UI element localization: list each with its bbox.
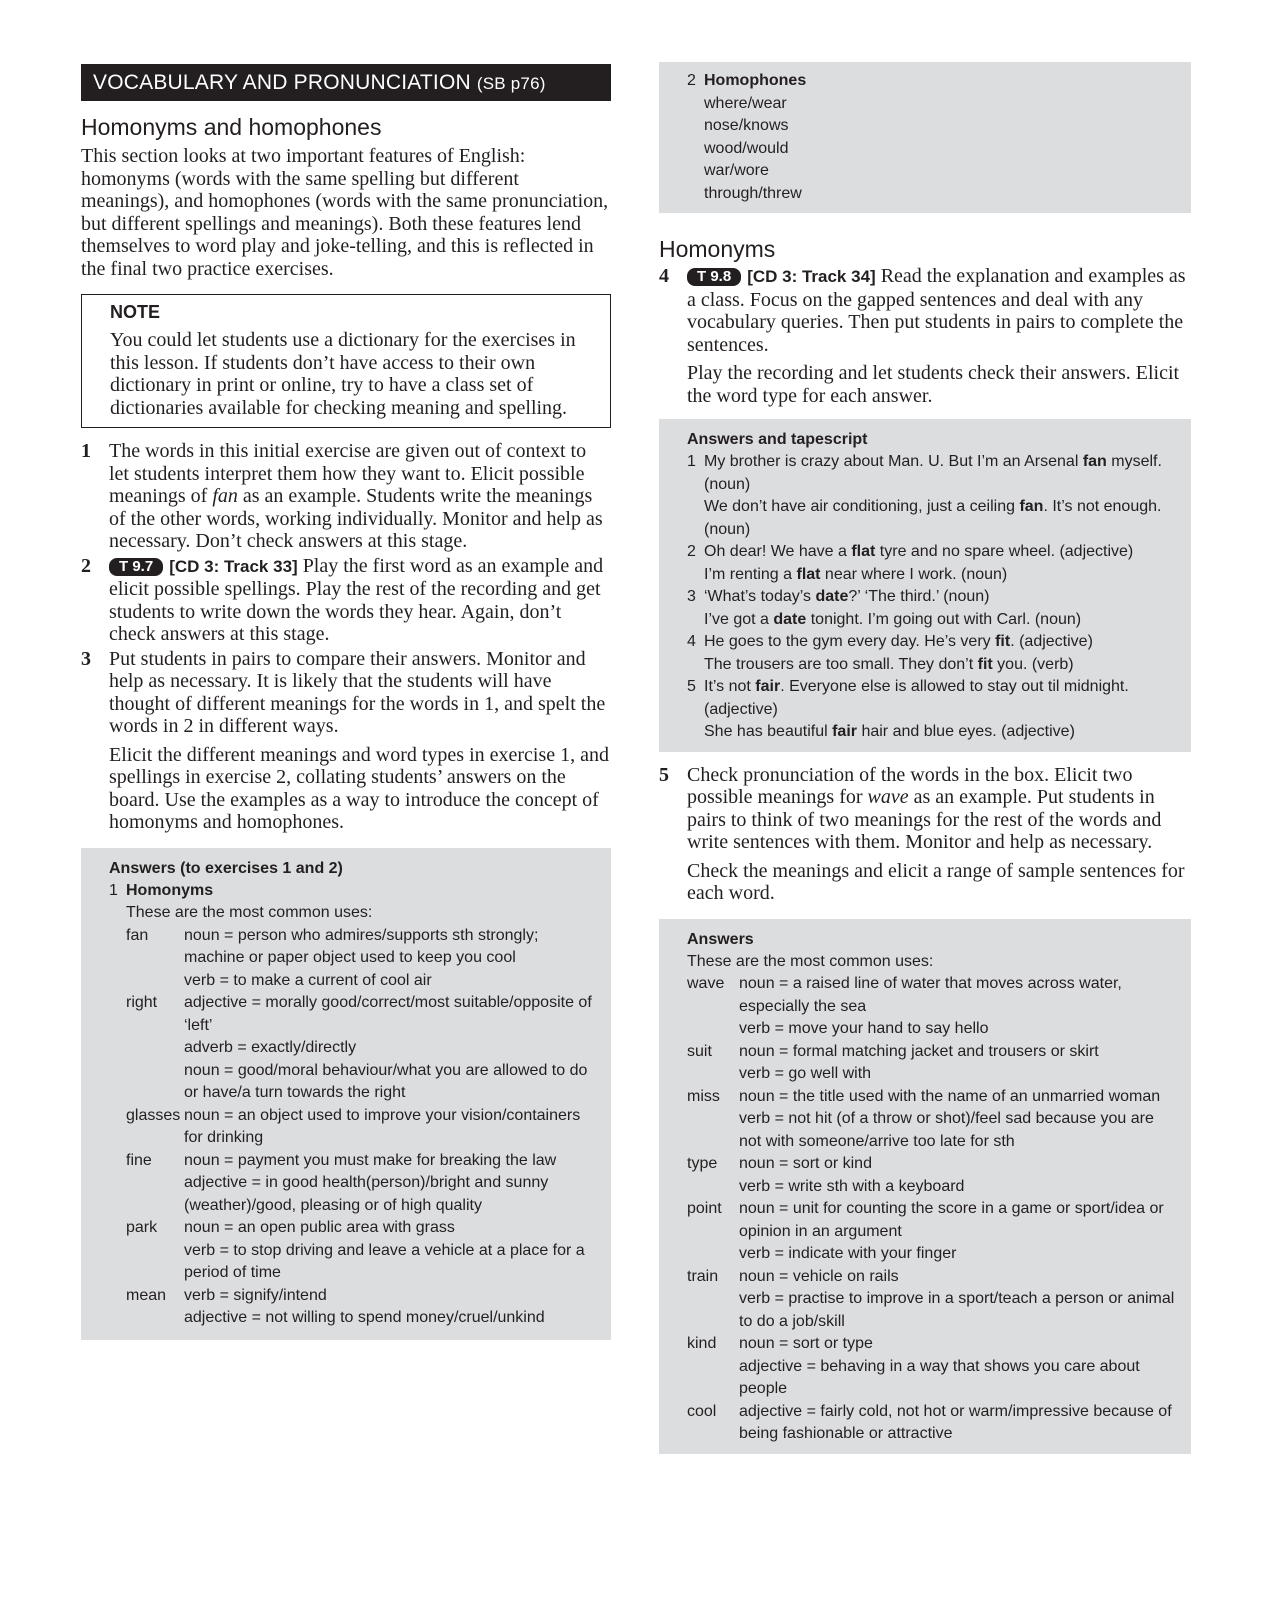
exercise-text: as an example. Put students in pairs to think of two meanings for the rest of the words and write sentences with them. Monitor and help as necessary. <box>687 786 1162 853</box>
homophone-pair: nose/knows <box>704 117 789 134</box>
track-badge: T 9.8 <box>687 268 741 286</box>
target-word: fit <box>977 655 993 673</box>
tapescript-line <box>704 496 1179 541</box>
item-text <box>704 676 1179 744</box>
definition-word: park <box>126 1219 158 1236</box>
answers-box <box>81 848 611 1340</box>
answers-title: Answers (to exercises 1 and 2) <box>109 859 343 877</box>
definition-text <box>739 1198 1179 1266</box>
sentence-text: near where I work. (noun) <box>820 565 1008 583</box>
tapescript-line <box>704 586 1179 609</box>
exercise-number: 5 <box>659 763 669 786</box>
sentence-text: I’ve got a <box>704 610 774 628</box>
homophone-pair: wood/would <box>704 139 789 157</box>
sentence-text: . Everyone else is allowed to stay out til midnight. (adjective) <box>704 678 1129 718</box>
exercise-3 <box>81 648 611 834</box>
sub-number: 1 <box>109 881 118 899</box>
sentence-text: She has beautiful <box>704 723 833 740</box>
definition-line: verb = to make a current of cool air <box>184 971 432 989</box>
track-badge: T 9.7 <box>109 558 163 576</box>
definition-text <box>739 1266 1179 1334</box>
subheading: Homonyms and homophones <box>81 114 382 140</box>
tapescript-line <box>704 631 1179 654</box>
definition-line: noun = payment you must make for breaking the law <box>184 1151 557 1169</box>
sentence-text: We don’t have air conditioning, just a ceiling <box>704 498 1020 515</box>
item-text <box>704 631 1179 676</box>
target-word: fan <box>1082 453 1107 470</box>
definition-word: point <box>687 1200 722 1217</box>
definition-word: wave <box>687 975 725 992</box>
definition-text <box>739 1333 1179 1401</box>
section-ref: (SB p76) <box>476 74 546 93</box>
sub-number: 2 <box>687 72 696 89</box>
definition-line: adjective = in good health(person)/bright and sunny (weather)/good, pleasing or of high quality <box>184 1174 549 1214</box>
definition-line: verb = to stop driving and leave a vehicle at a place for a period of time <box>184 1241 585 1281</box>
definition-line: adjective = not willing to spend money/cruel/unkind <box>184 1309 545 1326</box>
definition-line: adjective = morally good/correct/most suitable/opposite of ‘left’ <box>184 994 592 1034</box>
section-title-bar <box>81 64 611 101</box>
answers-lead: These are the most common uses: <box>126 904 373 921</box>
definition-word: fine <box>126 1151 152 1169</box>
sentence-text: The trousers are too small. They don’t <box>704 655 978 673</box>
definition-word: right <box>126 994 158 1011</box>
sentence-text: ?’ ‘The third.’ (noun) <box>848 588 990 605</box>
sentence-text: Oh dear! We have a <box>704 543 852 560</box>
sentence-text: My brother is crazy about Man. U. But I’m an Arsenal <box>704 453 1083 470</box>
answers-title: Answers <box>687 930 754 948</box>
tapescript-item <box>687 676 1179 744</box>
exercise-number: 4 <box>659 265 669 287</box>
tapescript-line <box>704 676 1179 721</box>
exercise-text: The words in this initial exercise are given out of context to let students interpret them how they want to. Elicit possible meanings of <box>109 440 587 507</box>
definition-line: noun = formal matching jacket and trousers or skirt <box>739 1042 1099 1060</box>
item-number: 5 <box>687 678 696 695</box>
item-text <box>704 541 1179 586</box>
item-text <box>704 586 1179 631</box>
tapescript-item <box>687 541 1179 586</box>
exercise-text: Elicit the different meanings and word types in exercise 1, and spellings in exercise 2, collating students’ answers on the board. Use the examples as a way to introduce the concept of homonyms and homophones. <box>109 743 610 833</box>
exercise-1 <box>81 440 611 553</box>
definition-word: cool <box>687 1402 717 1420</box>
item-number: 3 <box>687 588 696 605</box>
exercise-text: Check pronunciation of the words in the box. Elicit two possible meanings for <box>687 763 1133 808</box>
tapescript-line <box>704 721 1179 744</box>
tapescript-item <box>687 586 1179 631</box>
definition-text <box>739 1401 1179 1446</box>
note-box <box>81 294 611 428</box>
tapescript-box <box>659 419 1191 752</box>
homophones-title: Homophones <box>704 72 807 89</box>
definitions-list <box>687 973 1179 1446</box>
tapescript-item <box>687 451 1179 541</box>
target-word: date <box>815 588 849 605</box>
homophones-list <box>704 93 1179 206</box>
cd-reference: [CD 3: Track 33] <box>169 556 298 576</box>
target-word: fan <box>1019 498 1044 515</box>
note-title: NOTE <box>110 302 161 322</box>
sentence-text: . It’s not enough. (noun) <box>704 498 1162 538</box>
target-word: date <box>773 610 807 628</box>
tapescript-line <box>704 564 1179 587</box>
definition-line: noun = an object used to improve your vision/containers for drinking <box>184 1106 581 1146</box>
item-number: 2 <box>687 543 696 560</box>
definition-line: verb = signify/intend <box>184 1286 327 1304</box>
homophone-pair: through/threw <box>704 184 802 202</box>
sentence-text: tyre and no spare wheel. (adjective) <box>875 543 1134 560</box>
definition-line: verb = write sth with a keyboard <box>739 1177 965 1195</box>
item-number: 4 <box>687 633 696 650</box>
exercise-5 <box>659 764 1191 905</box>
sub-title: Homonyms <box>126 881 214 899</box>
tapescript-line <box>704 451 1179 496</box>
answers-lead: These are the most common uses: <box>687 952 934 970</box>
definition-line: noun = an open public area with grass <box>184 1219 455 1236</box>
sentence-text: It’s not <box>704 678 756 695</box>
left-column <box>81 64 611 1340</box>
sentence-text: myself. (noun) <box>704 453 1162 493</box>
exercise-4 <box>659 265 1191 407</box>
definition-text <box>184 1105 599 1150</box>
sentence-text: . (adjective) <box>1010 633 1093 650</box>
sentence-text: hair and blue eyes. (adjective) <box>857 723 1075 740</box>
definition-line: noun = the title used with the name of an unmarried woman <box>739 1087 1161 1105</box>
definition-line: verb = indicate with your finger <box>739 1245 957 1262</box>
homophone-pair: where/wear <box>704 94 787 112</box>
sentence-text: you. (verb) <box>992 655 1074 673</box>
sentence-text: I’m renting a <box>704 565 797 583</box>
exercise-text: Play the recording and let students check their answers. Elicit the word type for each answer. <box>687 362 1180 407</box>
tapescript-line <box>704 654 1179 677</box>
definitions-list <box>126 925 599 1330</box>
definition-word: fan <box>126 926 149 944</box>
definition-word: kind <box>687 1335 717 1352</box>
tapescript-list <box>687 451 1179 744</box>
definition-word: glasses <box>126 1106 181 1124</box>
definition-text <box>739 973 1179 1041</box>
definition-text <box>184 992 599 1105</box>
definition-text <box>739 1041 1179 1086</box>
cd-reference: [CD 3: Track 34] <box>747 267 876 286</box>
target-word: fit <box>995 633 1011 650</box>
target-word: fair <box>755 678 781 695</box>
exercise-number: 1 <box>81 440 91 462</box>
definition-line: noun = a raised line of water that moves across water, especially the sea <box>739 975 1122 1015</box>
definition-line: adverb = exactly/directly <box>184 1039 357 1056</box>
definition-line: verb = move your hand to say hello <box>739 1020 989 1037</box>
tapescript-title: Answers and tapescript <box>687 431 868 448</box>
section-title: VOCABULARY AND PRONUNCIATION <box>93 71 471 94</box>
item-text <box>704 451 1179 541</box>
exercise-text: Read the explanation and examples as a class. Focus on the gapped sentences and deal with any vocabulary queries. Then put students in pairs to complete the sentences. <box>687 265 1186 356</box>
definition-line: verb = practise to improve in a sport/teach a person or animal to do a job/skill <box>739 1290 1175 1330</box>
definition-word: miss <box>687 1087 720 1105</box>
item-number: 1 <box>687 453 696 470</box>
target-word: flat <box>796 565 821 583</box>
intro-paragraph: This section looks at two important features of English: homonyms (words with the same spelling but different meanings), and homophones (words with the same pronunciation, but different spellings and meanings). Both these features lend themselves to word play and joke-telling, and this is reflected in the final two practice exercises. <box>81 145 609 280</box>
definition-text <box>739 1086 1179 1154</box>
definition-line: noun = sort or kind <box>739 1155 872 1172</box>
exercise-number: 3 <box>81 647 91 670</box>
target-word: fair <box>832 723 857 740</box>
definition-line: verb = go well with <box>739 1065 872 1082</box>
homonyms-heading: Homonyms <box>659 236 776 262</box>
exercise-2 <box>81 555 611 646</box>
definition-line: noun = person who admires/supports sth strongly; machine or paper object used to keep you cool <box>184 926 539 966</box>
target-word: flat <box>851 543 876 560</box>
homophones-box <box>659 62 1191 213</box>
definition-line: noun = vehicle on rails <box>739 1267 899 1285</box>
definition-word: mean <box>126 1286 167 1304</box>
definition-text <box>739 1153 1179 1198</box>
definition-text <box>184 925 599 993</box>
right-column <box>659 62 1191 1454</box>
exercise-number: 2 <box>81 554 91 577</box>
sentence-text: tonight. I’m going out with Carl. (noun) <box>806 610 1082 628</box>
exercise-text: Check the meanings and elicit a range of sample sentences for each word. <box>687 859 1185 904</box>
definition-line: noun = good/moral behaviour/what you are allowed to do or have/a turn towards the right <box>184 1061 588 1101</box>
tapescript-line <box>704 609 1179 632</box>
answers-box-right <box>659 919 1191 1454</box>
definition-word: train <box>687 1267 719 1285</box>
exercise-text-italic: fan <box>212 485 238 507</box>
note-text: You could let students use a dictionary for the exercises in this lesson. If students don’t have access to their own dictionary in print or online, try to have a class set of dictionaries available for checking meaning and spelling. <box>110 329 576 419</box>
sentence-text: He goes to the gym every day. He’s very <box>704 633 996 650</box>
homophone-pair: war/wore <box>704 162 769 179</box>
definition-line: noun = unit for counting the score in a game or sport/idea or opinion in an argument <box>739 1200 1164 1240</box>
exercise-text: Put students in pairs to compare their answers. Monitor and help as necessary. It is likely that the students will have thought of different meanings for the words in 1, and spelt the words in 2 in different ways. <box>109 647 606 737</box>
definition-text <box>184 1150 599 1218</box>
definition-text <box>184 1217 599 1285</box>
tapescript-item <box>687 631 1179 676</box>
definition-word: type <box>687 1155 718 1172</box>
exercise-text: Play the first word as an example and elicit possible spellings. Play the rest of the recording and get students to write down the words they hear. Again, don’t check answers at this stage. <box>109 554 604 645</box>
sentence-text: ‘What’s today’s <box>704 588 816 605</box>
definition-text <box>184 1285 599 1330</box>
definition-word: suit <box>687 1042 712 1060</box>
definition-line: verb = not hit (of a throw or shot)/feel sad because you are not with someone/arrive too late for sth <box>739 1110 1154 1150</box>
definition-line: adjective = fairly cold, not hot or warm/impressive because of being fashionable or attractive <box>739 1402 1172 1442</box>
exercise-text: as an example. Students write the meanings of the other words, working individually. Monitor and help as necessary. Don’t check answers at this stage. <box>109 485 603 552</box>
definition-line: adjective = behaving in a way that shows you care about people <box>739 1357 1140 1397</box>
exercise-text-italic: wave <box>867 786 909 808</box>
tapescript-line <box>704 541 1179 564</box>
definition-line: noun = sort or type <box>739 1335 873 1352</box>
